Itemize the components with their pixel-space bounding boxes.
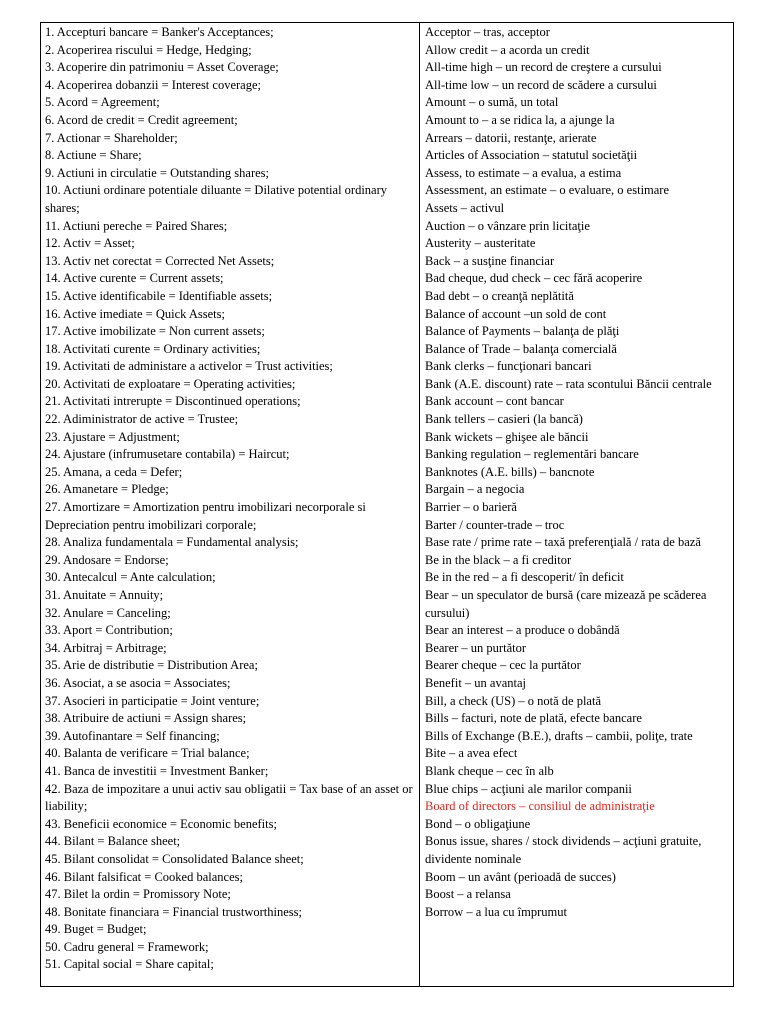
glossary-entry: Blank cheque – cec în alb	[425, 763, 554, 778]
glossary-entry: 22. Adiministrator de active = Trustee;	[45, 412, 239, 427]
glossary-entry: 9. Actiuni in circulatie = Outstanding shares;	[45, 165, 270, 180]
glossary-entry: 19. Activitati de administare a activelor = Trust activities;	[45, 359, 333, 374]
glossary-entry: Articles of Association – statutul societăţii	[425, 148, 638, 163]
glossary-entry: 36. Asociat, a se asocia = Associates;	[45, 675, 231, 690]
glossary-entry: 42. Baza de impozitare a unui activ sau obligatii = Tax base of an asset or liability;	[45, 781, 413, 814]
glossary-entry: Be in the red – a fi descoperit/ în deficit	[425, 570, 624, 585]
romanian-english-column	[41, 23, 420, 986]
glossary-entry: Benefit – un avantaj	[425, 675, 527, 690]
glossary-entry: Bond – o obligaţiune	[425, 816, 531, 831]
glossary-entry: Be in the black – a fi creditor	[425, 552, 572, 567]
glossary-entry: Bank tellers – casieri (la bancă)	[425, 412, 583, 427]
glossary-entry: 6. Acord de credit = Credit agreement;	[45, 112, 238, 127]
glossary-entry: Bank clerks – funcţionari bancari	[425, 359, 592, 374]
glossary-entry: Bearer – un purtător	[425, 640, 527, 655]
glossary-entry: Bills of Exchange (B.E.), drafts – cambii, poliţe, trate	[425, 728, 693, 743]
glossary-entry: Assessment, an estimate – o evaluare, o estimare	[425, 183, 670, 198]
glossary-entry: 7. Actionar = Shareholder;	[45, 130, 178, 145]
glossary-table	[40, 22, 734, 987]
glossary-entry: Barrier – o barieră	[425, 500, 517, 515]
glossary-entry: 30. Antecalcul = Ante calculation;	[45, 570, 216, 585]
glossary-entry: 16. Active imediate = Quick Assets;	[45, 306, 225, 321]
glossary-entry: Assets – activul	[425, 200, 505, 215]
glossary-entry: 48. Bonitate financiara = Financial trustworthiness;	[45, 904, 302, 919]
glossary-entry: Bad cheque, dud check – cec fără acoperire	[425, 271, 643, 286]
glossary-entry: Bad debt – o creanţă neplătită	[425, 288, 574, 303]
glossary-entry: Balance of account –un sold de cont	[425, 306, 607, 321]
glossary-entry: Banknotes (A.E. bills) – bancnote	[425, 464, 595, 479]
glossary-entry: Barter / counter-trade – troc	[425, 517, 565, 532]
glossary-entry: 47. Bilet la ordin = Promissory Note;	[45, 887, 231, 902]
glossary-entry: Assess, to estimate – a evalua, a estima	[425, 165, 622, 180]
glossary-entry: All-time high – un record de creştere a cursului	[425, 60, 662, 75]
glossary-entry: 23. Ajustare = Adjustment;	[45, 429, 180, 444]
glossary-entry: Arrears – datorii, restanţe, arierate	[425, 130, 597, 145]
glossary-entry: 37. Asocieri in participatie = Joint venture;	[45, 693, 260, 708]
glossary-entry: Bite – a avea efect	[425, 746, 518, 761]
glossary-entry: Blue chips – acţiuni ale marilor companii	[425, 781, 632, 796]
glossary-entry: 32. Anulare = Canceling;	[45, 605, 171, 620]
glossary-entry: 45. Bilant consolidat = Consolidated Balance sheet;	[45, 851, 304, 866]
glossary-entry: 34. Arbitraj = Arbitrage;	[45, 640, 167, 655]
glossary-entry: 41. Banca de investitii = Investment Banker;	[45, 763, 269, 778]
glossary-entry: Amount to – a se ridica la, a ajunge la	[425, 112, 615, 127]
glossary-entry: Borrow – a lua cu împrumut	[425, 904, 567, 919]
glossary-entry: 11. Actiuni pereche = Paired Shares;	[45, 218, 228, 233]
glossary-entry: Base rate / prime rate – taxă preferenţială / rata de bază	[425, 535, 701, 550]
glossary-entry: Banking regulation – reglementări bancare	[425, 447, 639, 462]
glossary-entry: Allow credit – a acorda un credit	[425, 42, 590, 57]
glossary-entry: 17. Active imobilizate = Non current assets;	[45, 324, 265, 339]
glossary-entry: 26. Amanetare = Pledge;	[45, 482, 169, 497]
english-romanian-column	[420, 23, 733, 986]
glossary-entry: 1. Accepturi bancare = Banker's Acceptances;	[45, 25, 274, 39]
glossary-entry: 51. Capital social = Share capital;	[45, 957, 214, 972]
glossary-entry: Bill, a check (US) – o notă de plată	[425, 693, 601, 708]
glossary-entry: 38. Atribuire de actiuni = Assign shares;	[45, 711, 247, 726]
glossary-entry: Amount – o sumă, un total	[425, 95, 559, 110]
glossary-entry: 33. Aport = Contribution;	[45, 623, 173, 638]
glossary-entry: Bonus issue, shares / stock dividends – acţiuni gratuite, dividente nominale	[425, 834, 702, 866]
glossary-entry: 49. Buget = Budget;	[45, 922, 147, 937]
glossary-entry: 12. Activ = Asset;	[45, 236, 135, 251]
glossary-entry: Balance of Trade – balanţa comercială	[425, 341, 617, 356]
glossary-entry: 50. Cadru general = Framework;	[45, 939, 209, 954]
glossary-entry: 46. Bilant falsificat = Cooked balances;	[45, 869, 243, 884]
glossary-entry: 8. Actiune = Share;	[45, 148, 142, 163]
glossary-entry: 29. Andosare = Endorse;	[45, 552, 169, 567]
glossary-entry: Austerity – austeritate	[425, 236, 536, 251]
glossary-entry: Back – a susţine financiar	[425, 253, 555, 268]
glossary-entry: 39. Autofinantare = Self financing;	[45, 728, 220, 743]
glossary-entry: 13. Activ net corectat = Corrected Net Assets;	[45, 253, 275, 268]
glossary-entry: 2. Acoperirea riscului = Hedge, Hedging;	[45, 42, 252, 57]
glossary-entry: 24. Ajustare (infrumusetare contabila) = Haircut;	[45, 447, 290, 462]
glossary-entry: Bear an interest – a produce o dobândă	[425, 623, 620, 638]
glossary-entry: 4. Acoperirea dobanzii = Interest coverage;	[45, 77, 261, 92]
glossary-entry: All-time low – un record de scădere a cursului	[425, 77, 657, 92]
glossary-entry: 40. Balanta de verificare = Trial balance;	[45, 746, 250, 761]
glossary-entry: 28. Analiza fundamentala = Fundamental analysis;	[45, 535, 299, 550]
glossary-entry: 31. Anuitate = Annuity;	[45, 588, 164, 602]
glossary-entry: 3. Acoperire din patrimoniu = Asset Coverage;	[45, 60, 279, 75]
glossary-entry: 5. Acord = Agreement;	[45, 95, 160, 110]
glossary-entry: Bills – facturi, note de plată, efecte bancare	[425, 711, 642, 726]
glossary-entry: Bear – un speculator de bursă (care mizează pe scăderea cursului)	[425, 588, 707, 620]
glossary-entry: Bargain – a negocia	[425, 482, 525, 497]
glossary-entry: Bearer cheque – cec la purtător	[425, 658, 581, 673]
glossary-entry: 35. Arie de distributie = Distribution Area;	[45, 658, 258, 673]
glossary-entry: 44. Bilant = Balance sheet;	[45, 834, 181, 849]
highlighted-entry: Board of directors – consiliul de administraţie	[425, 799, 655, 814]
glossary-entry: 43. Beneficii economice = Economic benefits;	[45, 816, 277, 831]
glossary-entry: Acceptor – tras, acceptor	[425, 25, 550, 39]
glossary-entry: Bank (A.E. discount) rate – rata scontului Băncii centrale	[425, 376, 712, 391]
glossary-entry: 27. Amortizare = Amortization pentru imobilizari necorporale si Depreciation pentru imobilizari corporale;	[45, 500, 366, 532]
glossary-entry: 25. Amana, a ceda = Defer;	[45, 464, 183, 479]
glossary-entry: Boost – a relansa	[425, 887, 511, 902]
glossary-entry: Bank account – cont bancar	[425, 394, 564, 409]
glossary-entry: 15. Active identificabile = Identifiable assets;	[45, 288, 273, 303]
glossary-entry: 14. Active curente = Current assets;	[45, 271, 224, 286]
glossary-entry: Auction – o vânzare prin licitaţie	[425, 218, 590, 233]
glossary-entry: Balance of Payments – balanţa de plăţi	[425, 324, 620, 339]
glossary-entry: Boom – un avânt (perioadă de succes)	[425, 869, 616, 884]
glossary-entry: Bank wickets – ghişee ale băncii	[425, 429, 589, 444]
glossary-entry: 20. Activitati de exploatare = Operating activities;	[45, 376, 296, 391]
glossary-entry: 10. Actiuni ordinare potentiale diluante = Dilative potential ordinary shares;	[45, 183, 388, 215]
glossary-entry: 21. Activitati intrerupte = Discontinued operations;	[45, 394, 301, 409]
glossary-entry: 18. Activitati curente = Ordinary activities;	[45, 341, 261, 356]
